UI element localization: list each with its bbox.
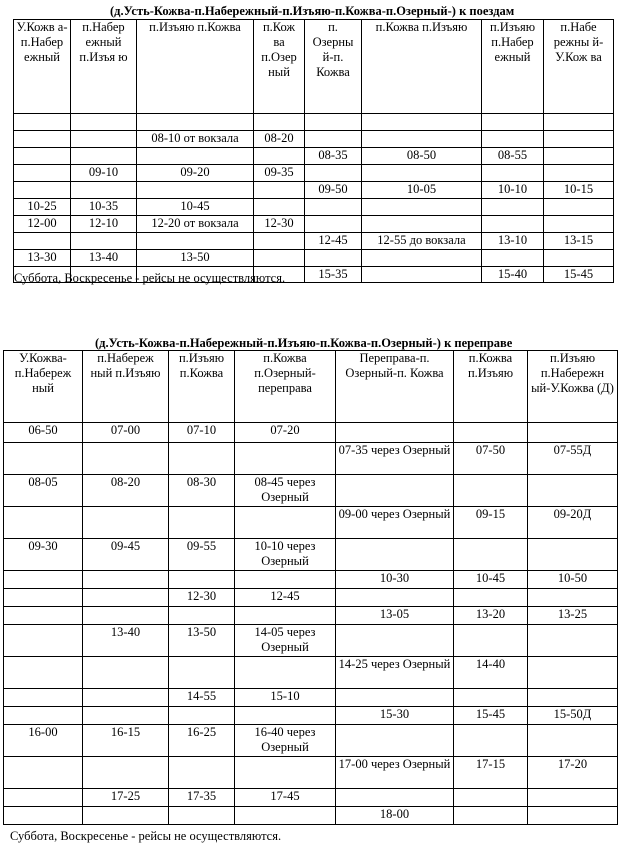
table-cell xyxy=(528,807,618,825)
table-cell xyxy=(454,625,528,657)
table-cell xyxy=(362,216,482,233)
table-cell xyxy=(169,657,235,689)
table-cell xyxy=(14,233,71,250)
table-cell xyxy=(14,131,71,148)
table-cell xyxy=(362,114,482,131)
table-cell xyxy=(83,757,169,789)
table-cell: 16-15 xyxy=(83,725,169,757)
column-header: п.Набереж ный п.Изъяю xyxy=(83,351,169,423)
column-header: п.Набер ежный п.Изъя ю xyxy=(71,20,137,114)
table-cell: 13-50 xyxy=(137,250,254,267)
table-row xyxy=(4,689,618,707)
table-cell: 17-35 xyxy=(169,789,235,807)
table-cell xyxy=(83,589,169,607)
table-cell: 08-35 xyxy=(305,148,362,165)
table-cell xyxy=(4,625,83,657)
table-cell: 12-30 xyxy=(169,589,235,607)
table-cell: 10-45 xyxy=(454,571,528,589)
table-row xyxy=(14,199,614,216)
table-cell: 16-25 xyxy=(169,725,235,757)
table-cell: 15-30 xyxy=(336,707,454,725)
table-cell xyxy=(362,131,482,148)
column-header: п.Кожва п.Изъяю xyxy=(454,351,528,423)
table-cell: 13-20 xyxy=(454,607,528,625)
table-cell: 10-25 xyxy=(14,199,71,216)
table-cell: 09-35 xyxy=(254,165,305,182)
table-cell xyxy=(544,250,614,267)
table-cell xyxy=(71,182,137,199)
table-cell xyxy=(235,807,336,825)
table-cell xyxy=(305,165,362,182)
table-cell xyxy=(4,607,83,625)
table-cell xyxy=(528,625,618,657)
table-cell xyxy=(528,423,618,443)
table-cell xyxy=(4,507,83,539)
table-row xyxy=(14,148,614,165)
table-cell: 09-45 xyxy=(83,539,169,571)
table-row xyxy=(14,216,614,233)
table-row xyxy=(4,757,618,789)
table-cell: 09-55 xyxy=(169,539,235,571)
table-row xyxy=(14,131,614,148)
table-cell xyxy=(169,571,235,589)
table-cell xyxy=(544,148,614,165)
table-cell xyxy=(528,589,618,607)
table1-title: (д.Усть-Кожва-п.Набережный-п.Изъяю-п.Кожва-п.Озерный-) к поездам xyxy=(110,4,515,18)
table-cell: 13-05 xyxy=(336,607,454,625)
table-cell xyxy=(544,199,614,216)
table-cell xyxy=(235,507,336,539)
table-cell xyxy=(169,707,235,725)
table-row xyxy=(4,807,618,825)
table-cell xyxy=(454,589,528,607)
table-row xyxy=(4,589,618,607)
table-row xyxy=(14,250,614,267)
table-cell xyxy=(83,507,169,539)
table-cell xyxy=(235,607,336,625)
column-header: п.Изъяю п.Набережн ый-У.Кожва (Д) xyxy=(528,351,618,423)
table-cell xyxy=(454,789,528,807)
table-cell: 10-15 xyxy=(544,182,614,199)
table-cell: 14-25 через Озерный xyxy=(336,657,454,689)
table-cell: 08-30 xyxy=(169,475,235,507)
table-row xyxy=(14,182,614,199)
table-cell xyxy=(169,507,235,539)
table-cell: 08-50 xyxy=(362,148,482,165)
table-cell xyxy=(83,707,169,725)
column-header: У.Кожва- п.Набереж ный xyxy=(4,351,83,423)
table-cell xyxy=(254,148,305,165)
table-cell xyxy=(137,114,254,131)
table-row xyxy=(4,423,618,443)
table-row xyxy=(4,475,618,507)
table-row xyxy=(4,539,618,571)
table-cell xyxy=(254,114,305,131)
table2-title: (д.Усть-Кожва-п.Набережный-п.Изъяю-п.Кожва-п.Озерный-) к переправе xyxy=(95,336,513,350)
table-cell xyxy=(528,689,618,707)
table-row xyxy=(4,443,618,475)
table-cell xyxy=(83,807,169,825)
table-cell xyxy=(235,657,336,689)
table-cell xyxy=(254,199,305,216)
table-cell xyxy=(137,233,254,250)
table-cell xyxy=(137,182,254,199)
table-cell xyxy=(4,443,83,475)
table-cell: 07-35 через Озерный xyxy=(336,443,454,475)
table-cell: 17-15 xyxy=(454,757,528,789)
table-cell xyxy=(528,657,618,689)
table-cell xyxy=(454,423,528,443)
table-cell: 08-45 через Озерный xyxy=(235,475,336,507)
table-cell xyxy=(336,625,454,657)
table-cell: 10-30 xyxy=(336,571,454,589)
column-header: п.Кожва п.Озерный- переправа xyxy=(235,351,336,423)
table-cell xyxy=(14,182,71,199)
table-cell xyxy=(305,250,362,267)
table-row xyxy=(4,571,618,589)
table-cell xyxy=(362,250,482,267)
table-cell xyxy=(544,216,614,233)
column-header: У.Кожв а- п.Набер ежный xyxy=(14,20,71,114)
table-cell: 15-50Д xyxy=(528,707,618,725)
table-row xyxy=(4,789,618,807)
table-cell xyxy=(528,789,618,807)
column-header: п. Озерны й-п. Кожва xyxy=(305,20,362,114)
table-cell xyxy=(482,165,544,182)
schedule-table-ferry xyxy=(3,350,618,825)
column-header: Переправа-п. Озерный-п. Кожва xyxy=(336,351,454,423)
table-cell: 07-00 xyxy=(83,423,169,443)
table-cell: 18-00 xyxy=(336,807,454,825)
table-cell xyxy=(137,148,254,165)
table-cell: 09-20Д xyxy=(528,507,618,539)
table-cell: 12-10 xyxy=(71,216,137,233)
table-cell: 15-45 xyxy=(544,267,614,283)
table-cell: 13-30 xyxy=(14,250,71,267)
table-cell: 12-45 xyxy=(235,589,336,607)
table-row xyxy=(4,625,618,657)
table-cell xyxy=(71,148,137,165)
table-cell xyxy=(336,789,454,807)
table-cell xyxy=(305,199,362,216)
table-cell xyxy=(4,657,83,689)
table-row xyxy=(4,725,618,757)
table-cell: 12-45 xyxy=(305,233,362,250)
table-cell: 10-10 xyxy=(482,182,544,199)
table-cell xyxy=(305,114,362,131)
table-cell xyxy=(528,725,618,757)
table-cell: 17-45 xyxy=(235,789,336,807)
table-cell xyxy=(4,689,83,707)
table-cell xyxy=(83,571,169,589)
header-row xyxy=(4,351,618,423)
schedule-table-trains xyxy=(13,19,614,283)
table-cell: 09-15 xyxy=(454,507,528,539)
table-cell xyxy=(336,539,454,571)
table-cell xyxy=(544,165,614,182)
table-cell: 17-00 через Озерный xyxy=(336,757,454,789)
table-cell xyxy=(83,689,169,707)
table-cell: 16-40 через Озерный xyxy=(235,725,336,757)
table-cell xyxy=(482,216,544,233)
table-cell xyxy=(528,475,618,507)
table-cell xyxy=(454,475,528,507)
table-cell xyxy=(4,757,83,789)
table-cell: 07-50 xyxy=(454,443,528,475)
table-cell: 12-20 от вокзала xyxy=(137,216,254,233)
table-cell xyxy=(169,757,235,789)
table-cell: 08-55 xyxy=(482,148,544,165)
table-cell xyxy=(362,199,482,216)
table-cell: 13-10 xyxy=(482,233,544,250)
table-cell xyxy=(254,182,305,199)
table-cell xyxy=(235,571,336,589)
table2-note: Суббота, Воскресенье - рейсы не осуществляются. xyxy=(10,829,282,843)
table-cell xyxy=(83,657,169,689)
table-cell xyxy=(4,707,83,725)
table-cell: 12-00 xyxy=(14,216,71,233)
table-cell xyxy=(454,689,528,707)
table-cell: 07-55Д xyxy=(528,443,618,475)
table-cell xyxy=(169,443,235,475)
table-cell xyxy=(169,807,235,825)
table-cell xyxy=(71,114,137,131)
table1-note: Суббота, Воскресенье - рейсы не осуществляются. xyxy=(14,271,286,285)
table-cell xyxy=(482,199,544,216)
table-cell: 07-20 xyxy=(235,423,336,443)
table-cell: 10-10 через Озерный xyxy=(235,539,336,571)
table-cell: 16-00 xyxy=(4,725,83,757)
table-row xyxy=(14,165,614,182)
table-cell xyxy=(305,216,362,233)
table-cell: 13-15 xyxy=(544,233,614,250)
table-cell xyxy=(71,131,137,148)
table-cell: 12-30 xyxy=(254,216,305,233)
table-cell xyxy=(336,589,454,607)
table-cell xyxy=(336,689,454,707)
table-cell: 09-10 xyxy=(71,165,137,182)
table-cell xyxy=(544,114,614,131)
table-cell: 08-20 xyxy=(254,131,305,148)
table-cell: 06-50 xyxy=(4,423,83,443)
table-cell xyxy=(169,607,235,625)
table-cell: 10-50 xyxy=(528,571,618,589)
column-header: п.Кож ва п.Озер ный xyxy=(254,20,305,114)
table-cell xyxy=(454,539,528,571)
table-cell: 15-10 xyxy=(235,689,336,707)
header-row xyxy=(14,20,614,114)
table-cell: 07-10 xyxy=(169,423,235,443)
table-cell xyxy=(71,233,137,250)
table-cell xyxy=(83,443,169,475)
table-cell xyxy=(235,707,336,725)
table-cell xyxy=(14,165,71,182)
table-cell: 15-45 xyxy=(454,707,528,725)
table-cell xyxy=(336,725,454,757)
column-header: п.Кожва п.Изъяю xyxy=(362,20,482,114)
table-cell xyxy=(336,475,454,507)
table-cell: 15-40 xyxy=(482,267,544,283)
table-cell: 10-05 xyxy=(362,182,482,199)
table-cell xyxy=(83,607,169,625)
table-cell xyxy=(336,423,454,443)
table-cell: 08-20 xyxy=(83,475,169,507)
table-cell: 12-55 до вокзала xyxy=(362,233,482,250)
column-header: п.Набе режны й- У.Кож ва xyxy=(544,20,614,114)
table-cell: 09-50 xyxy=(305,182,362,199)
table-cell xyxy=(254,250,305,267)
table-cell xyxy=(454,807,528,825)
table-cell: 09-00 через Озерный xyxy=(336,507,454,539)
table-cell xyxy=(4,571,83,589)
table-cell xyxy=(235,443,336,475)
table-cell: 14-40 xyxy=(454,657,528,689)
table-cell xyxy=(4,807,83,825)
table-cell xyxy=(362,267,482,283)
table-row xyxy=(4,507,618,539)
table-cell xyxy=(528,539,618,571)
table-cell: 08-10 от вокзала xyxy=(137,131,254,148)
table-cell xyxy=(482,250,544,267)
table-cell: 13-40 xyxy=(71,250,137,267)
table-cell xyxy=(305,131,362,148)
table-cell: 14-05 через Озерный xyxy=(235,625,336,657)
table-cell xyxy=(4,589,83,607)
table-cell: 15-35 xyxy=(305,267,362,283)
table-cell xyxy=(482,114,544,131)
table-cell: 10-35 xyxy=(71,199,137,216)
table-cell: 13-25 xyxy=(528,607,618,625)
table-cell: 09-30 xyxy=(4,539,83,571)
table-row xyxy=(4,657,618,689)
table-cell xyxy=(254,233,305,250)
table-cell xyxy=(235,757,336,789)
table-cell: 13-50 xyxy=(169,625,235,657)
table-cell: 17-20 xyxy=(528,757,618,789)
table-row xyxy=(4,607,618,625)
table-cell xyxy=(14,148,71,165)
table-cell xyxy=(362,165,482,182)
table-cell xyxy=(544,131,614,148)
table-cell: 17-25 xyxy=(83,789,169,807)
table-row xyxy=(14,114,614,131)
column-header: п.Изъяю п.Кожва xyxy=(169,351,235,423)
table-cell xyxy=(14,114,71,131)
table-cell: 14-55 xyxy=(169,689,235,707)
column-header: п.Изъяю п.Набер ежный xyxy=(482,20,544,114)
table-cell xyxy=(4,789,83,807)
table-cell: 08-05 xyxy=(4,475,83,507)
table-row xyxy=(4,707,618,725)
table-cell: 13-40 xyxy=(83,625,169,657)
table-row xyxy=(14,233,614,250)
table-cell xyxy=(454,725,528,757)
table-cell xyxy=(482,131,544,148)
table-cell: 10-45 xyxy=(137,199,254,216)
table-cell: 09-20 xyxy=(137,165,254,182)
column-header: п.Изъяю п.Кожва xyxy=(137,20,254,114)
